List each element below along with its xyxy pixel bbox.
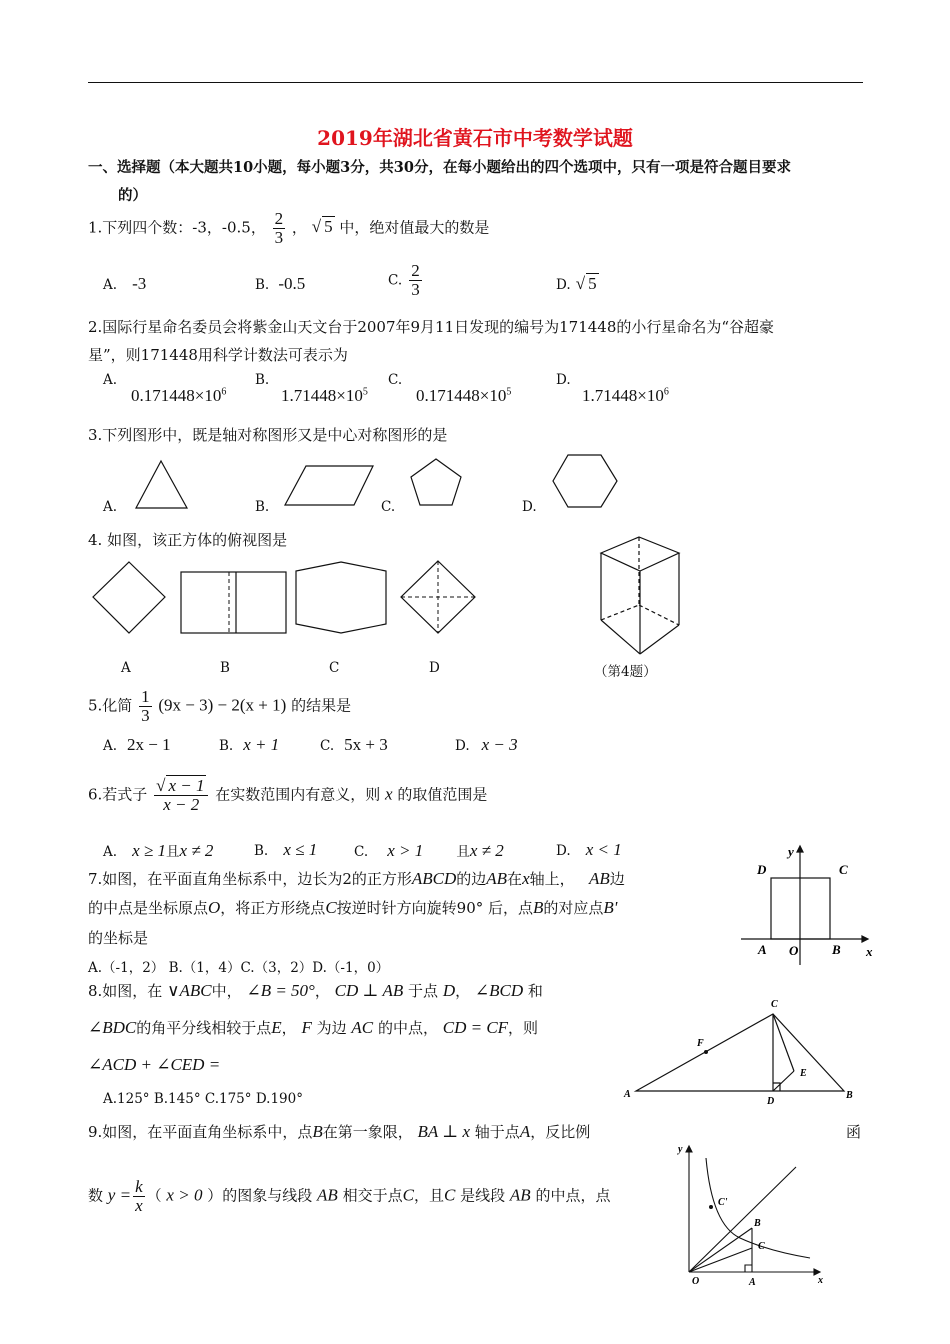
option-value: $1.71448\times 10^6$ [582,386,669,405]
option-value: 5x + 3 [344,735,388,754]
question-3-stem: 3.下列图形中，既是轴对称图形又是中心对称图形的是 [88,426,448,444]
q8-F-label: F [697,1038,704,1049]
option-value: x < 1 [585,840,622,859]
q1-text-b: ， [291,218,307,237]
q1-text-a: 1.下列四个数：-3，-0.5， [88,218,266,237]
option-label: B. [255,277,270,293]
option-label: C. [320,738,335,754]
question-8-line1: 8.如图，在 ∨ABC中， ∠B = 50°， CD ⊥ AB 于点 D， ∠BCD 和 [88,981,543,1000]
option-value: x ≤ 1 [283,840,318,859]
q1-fraction: $\frac{2}{3}$ [274,209,284,247]
q8-A-label: A [624,1089,631,1100]
q8-E-label: E [800,1068,807,1079]
q7-O-label: O [789,943,799,958]
q4-label-a[interactable]: A [121,660,131,676]
q5-fraction: $\frac{1}{3}$ [141,687,150,725]
q4-label-c[interactable]: C [329,660,340,676]
q9-A-label: A [749,1277,756,1288]
q8-B-label: B [846,1090,853,1101]
option-value: $0.171448\times 10^6$ [131,386,227,405]
option-label: A. [103,277,118,293]
option-value: x > 1 [387,841,424,860]
q1-c-fraction: $\frac{2}{3}$ [411,261,420,299]
option-value: -3 [132,274,147,293]
option-value-2: x ≠ 2 [469,841,504,860]
option-label: A. [103,372,118,388]
option-and: 且 [166,844,180,860]
option-value: $1.71448\times 10^5$ [281,386,368,405]
option-label: B. [254,843,269,859]
q1-d-sqrt: √ 5 [575,274,597,293]
q4-label-b[interactable]: B [220,660,230,676]
option-value-2: x ≠ 2 [179,841,214,860]
q4-label-d[interactable]: D [429,660,440,676]
question-9-line1-tail: 函 [846,1123,862,1141]
option-label: D. [455,738,470,754]
page-title: 2019年湖北省黄石市中考数学试题 [317,126,633,150]
option-label: B. [219,738,234,754]
option-label: C. [354,844,369,860]
option-label: C. [388,372,403,388]
question-8-line2: ∠BDC的角平分线相较于点E， F 为边 AC 的中点， CD = CF，则 [88,1018,539,1037]
question-4-stem: 4. 如图，该正方体的俯视图是 [88,531,288,549]
q7-y-label: y [788,844,794,859]
q7-B-label: B [832,942,841,957]
q6-text-c: 的取值范围是 [397,785,488,804]
q1-sqrt: √ 5 [311,217,333,237]
q8-options[interactable]: A.125° B.145° C.175° D.190° [103,1091,303,1107]
q9-B-label: B [754,1218,761,1229]
q5-expression: (9x − 3) − 2(x + 1) [158,695,287,715]
q8-C-label: C [771,999,778,1010]
q9-y-label: y [678,1144,683,1155]
question-9-line1: 9.如图，在平面直角坐标系中，点B在第一象限， BA ⊥ x 轴于点A，反比例 [88,1122,591,1141]
option-value: 2x − 1 [127,735,171,754]
option-label: B. [255,372,270,388]
q7-C-label: C [839,862,848,877]
option-value: $0.171448\times 10^5$ [416,386,512,405]
option-label: D. [556,843,571,859]
option-label: A. [103,844,118,860]
option-label: C. [388,272,403,289]
q9-O-label: O [692,1276,700,1287]
question-7-line2: 的中点是坐标原点O，将正方形绕点C按逆时针方向旋转90° 后，点B的对应点B' [88,898,618,917]
question-7-line1: 7.如图，在平面直角坐标系中，边长为2的正方形ABCD的边AB在x轴上， AB边 [88,869,625,888]
option-label: D. [556,372,571,388]
q7-x-label: x [866,944,873,959]
q4-caption: （第4题） [594,664,657,680]
q6-text-b: 在实数范围内有意义，则 [215,785,381,804]
q9-Cprime-label: C' [718,1197,728,1208]
option-label: D. [556,277,571,293]
q3-label-c[interactable]: C. [381,499,396,515]
option-value: x + 1 [243,735,280,754]
section-heading: 一、选择题（本大题共10小题，每小题3分，共30分，在每小题给出的四个选项中，只有一项是符合题目要求 [88,159,791,176]
q6-text-a: 6.若式子 [88,785,148,804]
question-7-line3: 的坐标是 [88,929,149,947]
q7-D-label: D [757,862,767,877]
q7-A-label: A [758,942,767,957]
q3-label-d[interactable]: D. [522,499,537,515]
question-2-line1: 2.国际行星命名委员会将紫金山天文台于2007年9月11日发现的编号为171448的小行星命名为“谷超豪 [88,318,775,336]
q9-fraction: $\frac{k}{x}$ [135,1177,143,1215]
q3-label-a[interactable]: A. [103,499,118,515]
option-value: x − 3 [481,735,518,754]
question-8-line3: ∠ACD + ∠CED = [88,1055,221,1074]
q9-C-label: C [758,1241,765,1252]
q6-var: x [385,784,393,804]
q3-label-b[interactable]: B. [255,499,270,515]
q5-text-b: 的结果是 [291,696,352,715]
question-9-line2: 数 y = $\frac{k}{x}$ （ x > 0 ）的图象与线段 AB 相交于点C，且C 是线段 AB 的中点，点 [88,1177,611,1215]
q5-text-a: 5.化简 [88,696,133,715]
question-2-line2: 星”，则171448用科学计数法可表示为 [88,346,348,364]
option-label: A. [103,738,118,754]
option-value: x ≥ 1 [132,841,167,860]
option-and: 且 [456,844,470,860]
q8-D-label: D [767,1096,775,1107]
q9-x-label: x [818,1275,823,1286]
option-value: -0.5 [278,274,306,293]
section-heading-cont: 的） [118,187,147,204]
q6-fraction: $\frac{√ x - 1}{x - 2}$ [154,777,208,814]
q1-text-c: 中，绝对值最大的数是 [339,218,490,237]
q7-options[interactable]: A.（-1，2） B.（1，4）C.（3，2）D.（-1，0） [88,960,390,976]
